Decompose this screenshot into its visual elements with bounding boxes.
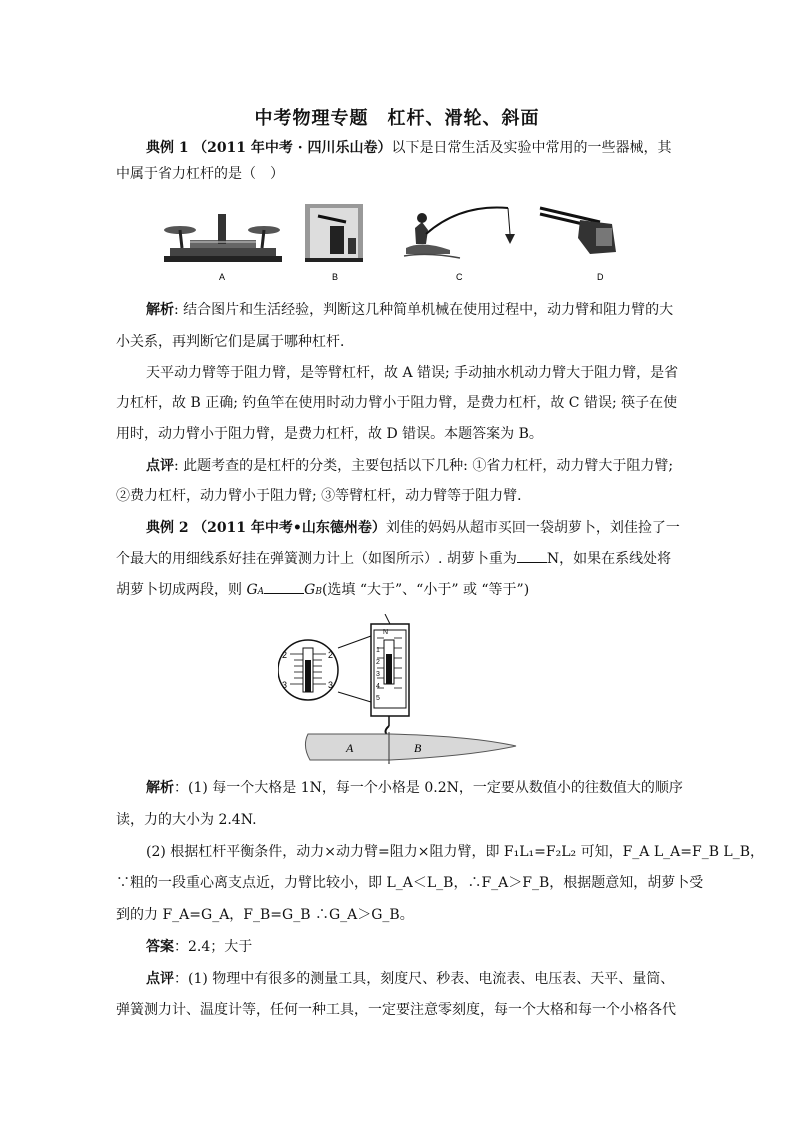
symbol-g-a: G [246,582,258,598]
scale-unit-label: N [383,629,389,636]
scale-number-3: 3 [376,671,380,678]
answer-blank-weight [517,550,547,563]
example-1-text-1: 以下是日常生活及实验中常用的一些器械，其 [391,140,672,156]
callout-number-2-left: 2 [282,650,288,660]
scale-number-2: 2 [376,659,380,666]
example-2-line-1 [146,518,718,538]
analysis-2-line-1 [146,778,718,798]
analysis-1-text-1: : 结合图片和生活经验，判断这几种简单机械在使用过程中，动力臂和阻力臂的大 [174,302,674,318]
analysis-2-text-1: ：(1) 每一个大格是 1N，每一个小格是 0.2N，一定要从数值小的往数值大的顺序 [174,780,683,796]
analysis-2-line-3: (2) 根据杠杆平衡条件，动力×动力臂=阻力×阻力臂，即 F₁L₁=F₂L₂ 可知，F_A L_A=F_B L_B， [146,844,765,860]
example-2-text-2b: N，如果在系线处将 [546,551,672,567]
comment-1-label: 点评 [146,458,174,474]
carrot-part-b-label: B [414,741,422,755]
balance-image [164,214,282,262]
analysis-1-line-4: 力杠杆，故 B 正确; 钓鱼竿在使用时动力臂小于阻力臂，是费力杠杆，故 C 错误; 筷子在使 [116,395,678,411]
magnified-scale-callout [278,636,371,702]
scale-number-4: 4 [376,683,380,690]
comment-2-label: 点评 [146,971,174,987]
scale-number-1: 1 [376,647,380,654]
chopsticks-image [540,208,616,254]
example-2-text-2: 个最大的用细线系好挂在弹簧测力计上（如图所示）. 胡萝卜重为 [116,551,517,567]
comment-1-line-1 [146,456,718,476]
symbol-g-a-sub: A [257,587,265,597]
analysis-2-label: 解析 [146,780,174,796]
example-1-figure [160,200,620,286]
hand-pump-image [305,204,363,262]
scale-number-5: 5 [376,695,380,702]
fig-label-a: A [219,272,226,282]
fig-label-d: D [597,272,604,282]
carrot-part-a-label: A [346,741,354,755]
comment-1-text-1: : 此题考查的是杠杆的分类，主要包括以下几种: ①省力杠杆，动力臂大于阻力臂; [174,458,674,474]
analysis-2-line-2: 读，力的大小为 2.4N. [116,812,257,828]
comment-2-text-1: ：(1) 物理中有很多的测量工具，刻度尺、秒表、电流表、电压表、天平、量筒、 [174,971,675,987]
example-2-text-1: 刘佳的妈妈从超市买回一袋胡萝卜，刘佳捡了一 [385,520,680,536]
answer-2-line [146,937,718,957]
analysis-1-line-1 [146,300,718,320]
analysis-1-line-3: 天平动力臂等于阻力臂，是等臂杠杆，故 A 错误; 手动抽水机动力臂大于阻力臂，是省 [146,365,679,381]
symbol-g-b: G [304,582,316,598]
example-1-source: （2011 年中考 · 四川乐山卷） [193,140,392,156]
comment-2-line-1 [146,969,718,989]
page-title: 中考物理专题 杠杆、滑轮、斜面 [254,108,540,129]
fig-label-b: B [332,272,339,282]
analysis-1-label: 解析 [146,302,174,318]
example-1-line-1 [146,138,718,158]
callout-number-3-right: 3 [328,680,334,690]
example-2-text-3a: 胡萝卜切成两段，则 [116,582,247,598]
symbol-g-b-sub: B [315,587,322,597]
callout-number-3-left: 3 [282,680,288,690]
example-1-label: 典例 1 [146,140,189,156]
example-2-source: （2011 年中考•山东德州卷） [193,520,386,536]
carrot-figure [300,732,520,764]
fig-label-c: C [456,272,463,282]
example-2-line-3 [116,580,688,602]
example-2-line-2 [116,549,688,569]
example-2-text-3b: (选填 “大于”、“小于” 或 “等于”) [321,582,530,598]
example-1-line-2: 中属于省力杠杆的是（ ） [116,166,284,182]
analysis-1-line-5: 用时，动力臂小于阻力臂，是费力杠杆，故 D 错误。本题答案为 B。 [116,426,543,442]
example-2-label: 典例 2 [146,520,189,536]
answer-2-text: ：2.4；大于 [174,939,253,955]
analysis-1-line-2: 小关系，再判断它们是属于哪种杠杆． [116,334,354,350]
fishing-rod-image [404,208,515,258]
analysis-2-line-4: ∵粗的一段重心离支点近，力臂比较小，即 L_A＜L_B，∴F_A＞F_B，根据题意知，胡萝卜受 [116,875,704,891]
answer-2-label: 答案 [146,939,174,955]
callout-number-2-right: 2 [328,650,334,660]
comment-2-line-2: 弹簧测力计、温度计等，任何一种工具，一定要注意零刻度，每一个大格和每一个小格各代 [116,1002,676,1018]
analysis-2-line-5: 到的力 F_A=G_A，F_B=G_B ∴G_A＞G_B。 [116,907,414,923]
comment-1-line-2: ②费力杠杆，动力臂小于阻力臂; ③等臂杠杆，动力臂等于阻力臂． [116,488,532,504]
answer-blank-compare [264,581,304,594]
